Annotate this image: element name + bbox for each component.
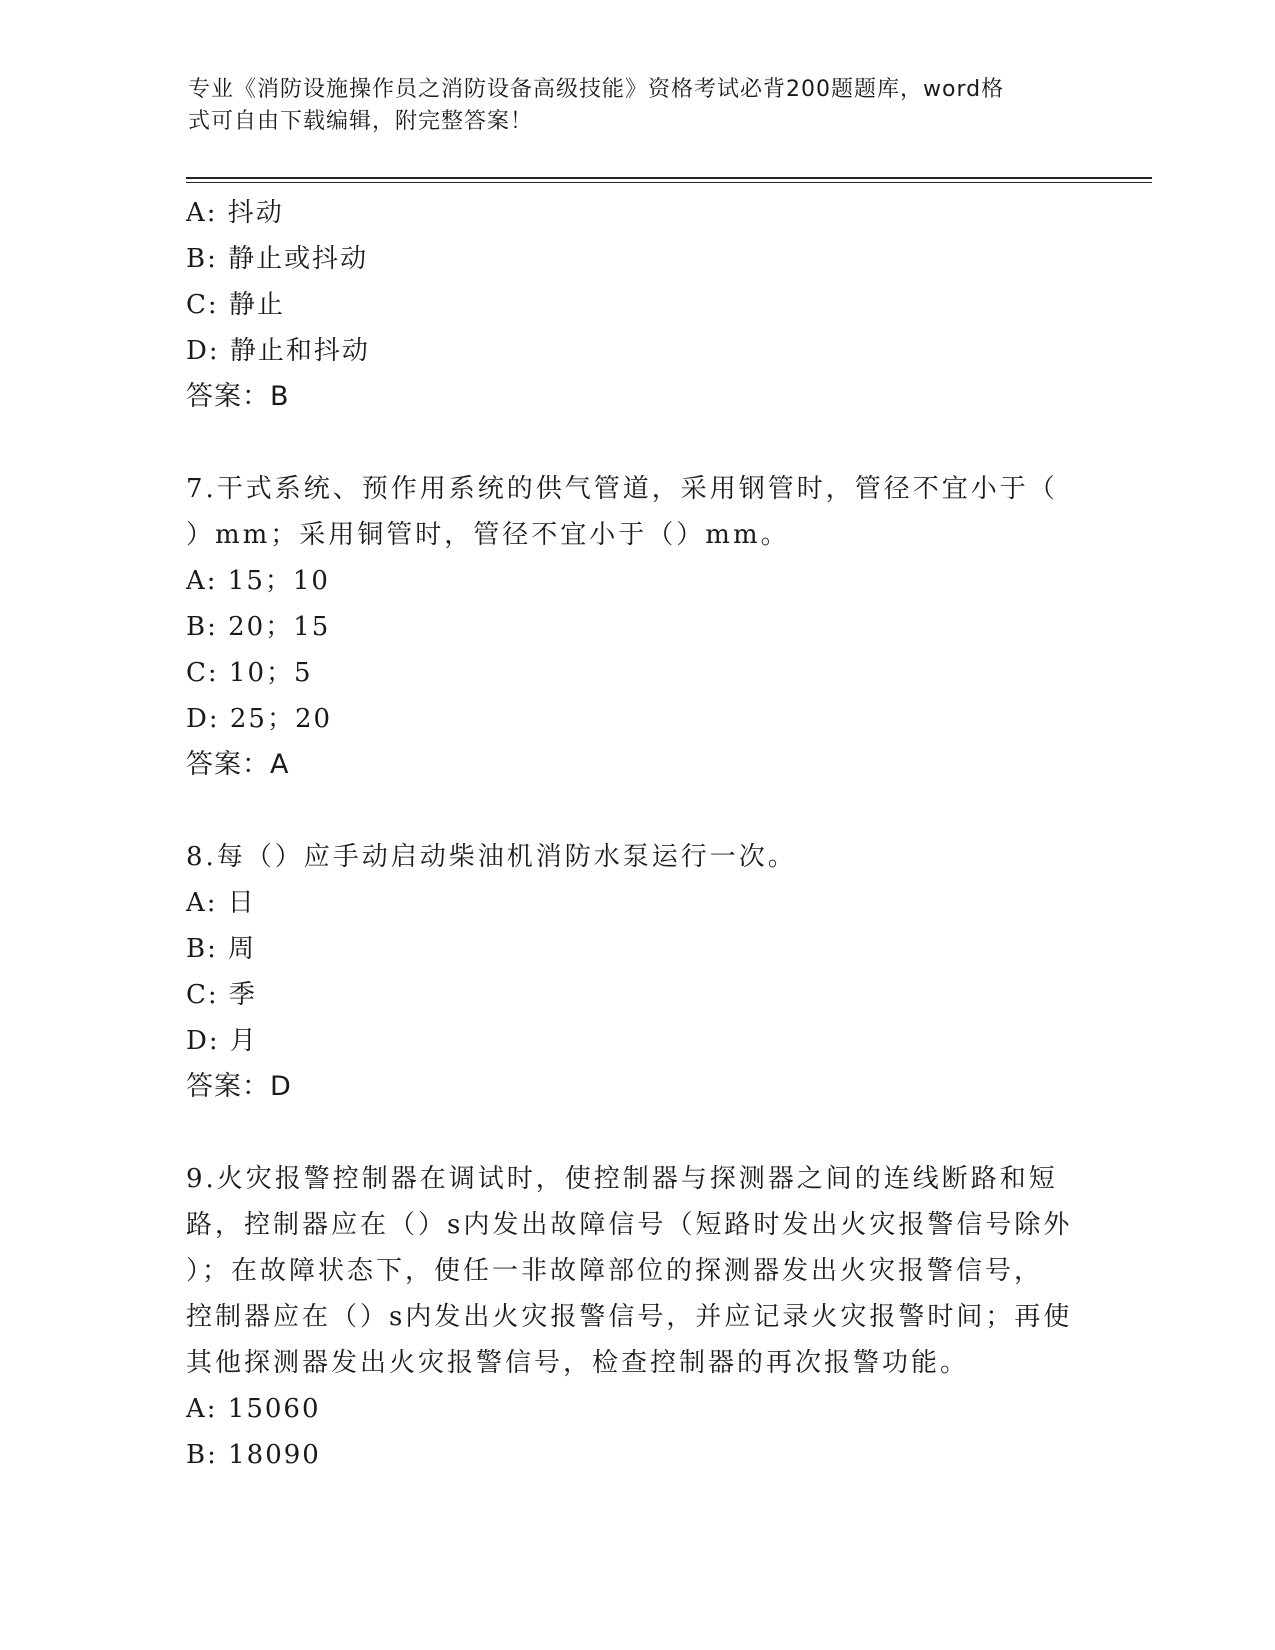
- question-text-line: 7.干式系统、预作用系统的供气管道，采用钢管时，管径不宜小于（: [186, 474, 1058, 504]
- option-a: A: 日: [186, 888, 256, 918]
- document-header: [188, 74, 1078, 138]
- header-rule-thin: [186, 182, 1152, 183]
- option-b: B: 静止或抖动: [186, 244, 369, 274]
- spacer: [186, 1110, 1086, 1156]
- spacer: [186, 788, 1086, 834]
- option-d: D: 月: [186, 1026, 258, 1056]
- question-text-line: 路，控制器应在（）s内发出故障信号（短路时发出火灾报警信号除外: [186, 1210, 1073, 1240]
- header-line-2: 式可自由下载编辑，附完整答案！: [188, 109, 534, 134]
- option-a: A: 抖动: [186, 198, 284, 228]
- question-block-8: [186, 834, 1086, 1110]
- answer-label: 答案：A: [186, 749, 290, 780]
- option-b: B: 周: [186, 934, 257, 964]
- question-text-line: 控制器应在（）s内发出火灾报警信号，并应记录火灾报警时间；再使: [186, 1302, 1073, 1332]
- question-block-9: [186, 1156, 1086, 1478]
- option-c: C: 季: [186, 980, 257, 1010]
- option-c: C: 10；5: [186, 658, 313, 688]
- option-b: B: 18090: [186, 1440, 321, 1470]
- header-line-1: 专业《消防设施操作员之消防设备高级技能》资格考试必背200题题库，word格: [188, 77, 1005, 102]
- question-content: [186, 190, 1086, 1478]
- option-a: A: 15060: [186, 1394, 321, 1424]
- question-text-line: 9.火灾报警控制器在调试时，使控制器与探测器之间的连线断路和短: [186, 1164, 1058, 1194]
- question-text-line: 其他探测器发出火灾报警信号，检查控制器的再次报警功能。: [186, 1348, 970, 1378]
- option-b: B: 20；15: [186, 612, 331, 642]
- option-d: D: 25；20: [186, 704, 333, 734]
- spacer: [186, 420, 1086, 466]
- header-rule-thick: [186, 177, 1152, 179]
- question-text-line: ）；在故障状态下，使任一非故障部位的探测器发出火灾报警信号，: [186, 1256, 1044, 1286]
- question-text-line: ）mm；采用铜管时，管径不宜小于（）mm。: [186, 520, 790, 550]
- option-d: D: 静止和抖动: [186, 336, 370, 366]
- option-c: C: 静止: [186, 290, 285, 320]
- question-block-6: [186, 190, 1086, 420]
- question-text-line: 8.每（）应手动启动柴油机消防水泵运行一次。: [186, 842, 797, 872]
- answer-label: 答案：B: [186, 381, 290, 412]
- answer-label: 答案：D: [186, 1071, 292, 1102]
- option-a: A: 15；10: [186, 566, 330, 596]
- question-block-7: [186, 466, 1086, 788]
